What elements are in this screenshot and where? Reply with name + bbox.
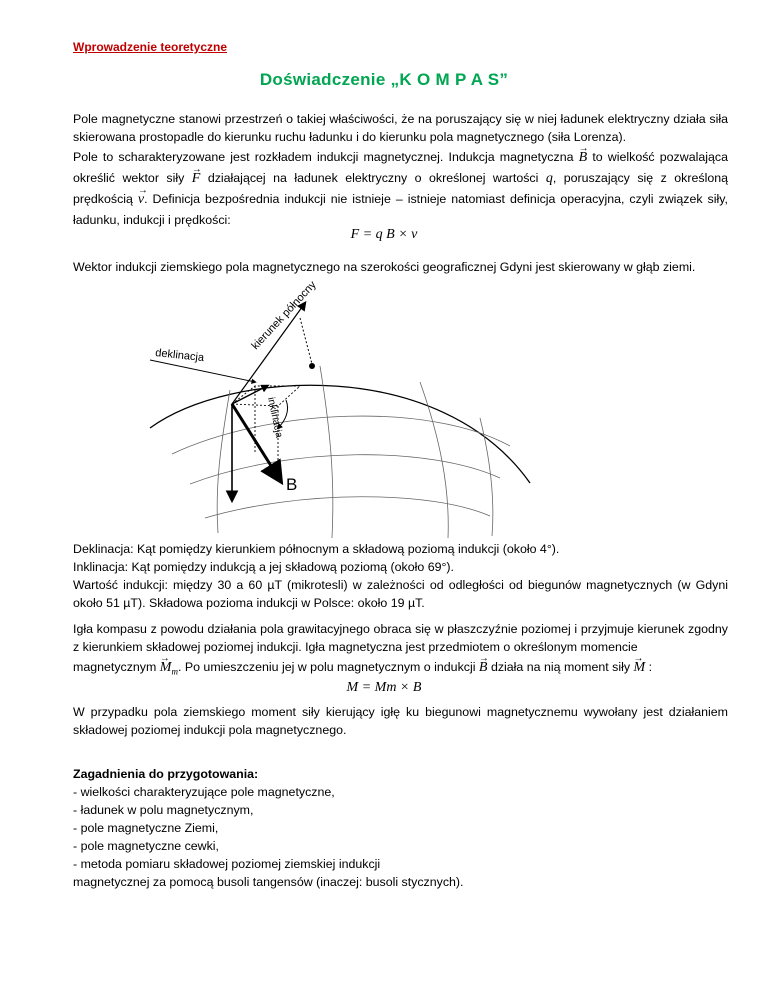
symbol-B-2: → B — [479, 659, 488, 677]
fact-induction-value: Wartość indukcji: między 30 a 60 µT (mikrotesli) w zależności od odległości od biegunów magnetycznych (w Gdyni około 51 µT). Składowa pozioma indukcji w Polsce: około 19 µT. — [73, 578, 728, 610]
paragraph-compass-moment: magnetycznym → $M_m$. Po umieszczeniu jej w polu magnetycznym o indukcji → B działa na nią moment siły → M : — [73, 658, 728, 680]
paragraph-induction: Pole to scharakteryzowane jest rozkładem indukcji magnetycznej. Indukcja magnetyczna → B to wielkość pozwalająca określić wektor siły → F działającej na ładunek elektryczny o określonej wartości q, poruszający się z określoną prędkością → v. Definicja bezpośrednia indukcji nie istnieje – istnieje natomiast definicja operacyjna, czyli związek siły, ładunku, indukcji i prędkości: — [73, 147, 728, 231]
north-direction-arrow — [232, 303, 305, 404]
magnetic-pole-dot — [309, 363, 315, 369]
topics-heading: Zagadnienia do przygotowania: — [73, 767, 259, 781]
symbol-v: → v — [138, 189, 144, 210]
fact-inclination: Inklinacja: Kąt pomiędzy indukcją a jej składową poziomą (około 69°). — [73, 560, 455, 574]
equation-lorentz: F = q B × v — [350, 227, 418, 242]
north-label: kierunek północny — [249, 279, 319, 353]
vector-B-label: B — [286, 475, 298, 494]
equation-torque: M = Mm × B — [346, 680, 422, 695]
topic-item: magnetycznej za pomocą busoli tangensów (inaczej: busoli stycznych). — [73, 875, 464, 889]
latitude-line — [190, 455, 500, 484]
section-label: Wprowadzenie teoretyczne — [73, 40, 228, 54]
earth-field-diagram — [0, 278, 768, 548]
horizontal-component-arrow — [232, 386, 267, 404]
topic-item: - metoda pomiaru składowej poziomej ziemskiej indukcji — [73, 857, 381, 871]
page-title: Doświadczenie „K O M P A S” — [259, 70, 509, 89]
paragraph-earth-field: Wektor indukcji ziemskiego pola magnetycznego na szerokości geograficznej Gdyni jest skierowany w głąb ziemi. — [73, 260, 696, 274]
inclination-label: inklinacja — [265, 396, 285, 439]
paragraph-torque-earth: W przypadku pola ziemskiego moment siły kierujący igłę ku biegunowi magnetycznemu wywołany jest działaniem składowej poziomej indukcji pola magnetycznego. — [73, 705, 728, 737]
symbol-M: → M — [634, 659, 646, 677]
symbol-q: q — [545, 171, 553, 186]
topics-section — [73, 765, 728, 891]
symbol-Mm: → M — [160, 659, 172, 677]
topic-item: - pole magnetyczne Ziemi, — [73, 821, 219, 835]
paragraph-compass-needle: Igła kompasu z powodu działania pola grawitacyjnego obraca się w płaszczyźnie poziomej i przyjmuje kierunek zgodny z kierunkiem składowej poziomej indukcji. Igła magnetyczna jest przedmiotem o określonym momencie — [73, 622, 728, 654]
declination-label: deklinacja — [154, 347, 205, 365]
symbol-B: → B — [579, 147, 588, 168]
topic-item: - ładunek w polu magnetycznym, — [73, 803, 254, 817]
symbol-F: → F — [192, 168, 201, 189]
north-dotted-line — [300, 318, 312, 364]
topic-item: - pole magnetyczne cewki, — [73, 839, 220, 853]
meridian-line — [320, 366, 333, 538]
paragraph-definition: Pole magnetyczne stanowi przestrzeń o takiej właściwości, że na poruszający się w niej ładunek elektryczny działa siła skierowana prostopadle do kierunku ruchu ładunku i do kierunku pola magnetycznego (siła Lorenza). — [73, 112, 728, 144]
fact-declination: Deklinacja: Kąt pomiędzy kierunkiem północnym a składową poziomą indukcji (około 4°). — [73, 542, 560, 556]
topic-item: - wielkości charakteryzujące pole magnetyczne, — [73, 785, 335, 799]
meridian-line — [480, 418, 493, 536]
